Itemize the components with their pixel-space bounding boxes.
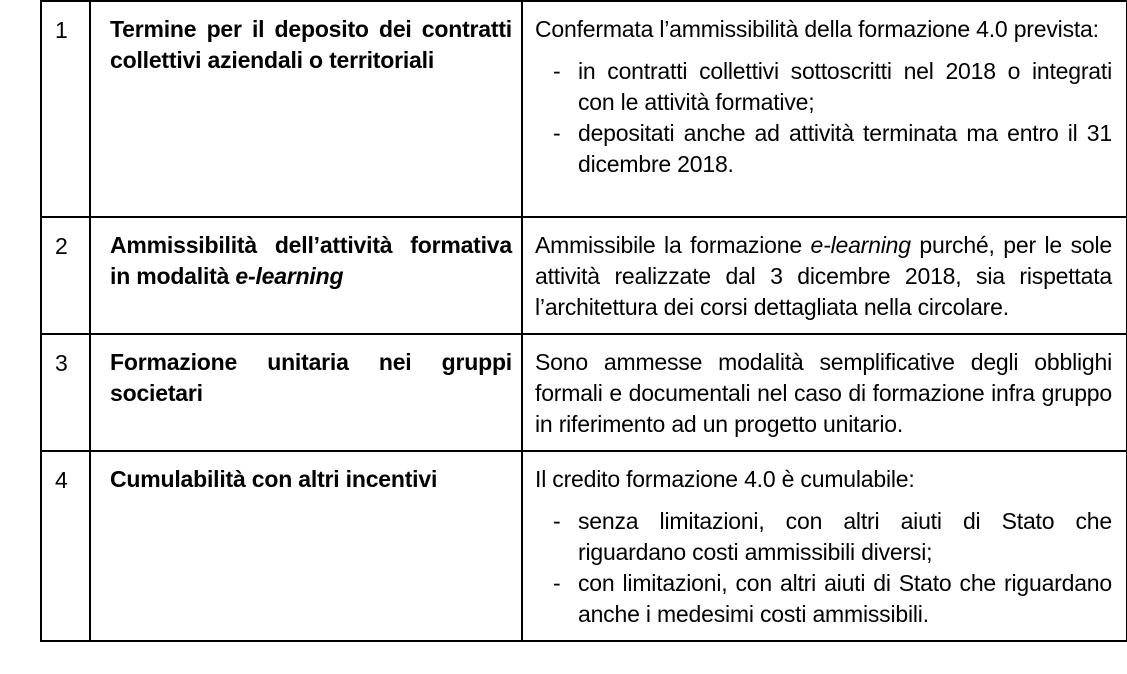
intro-regular-part: Ammissibile la formazione bbox=[535, 232, 811, 258]
description-intro: Confermata l’ammissibilità della formazione 4.0 prevista: bbox=[535, 16, 1099, 42]
row-number: 2 bbox=[41, 217, 90, 334]
row-title bbox=[90, 334, 522, 451]
row-number: 4 bbox=[41, 451, 90, 641]
row-number: 1 bbox=[41, 1, 90, 217]
row-description bbox=[522, 1, 1127, 217]
bullet-marker: - bbox=[553, 570, 561, 596]
notes-table bbox=[40, 0, 1127, 642]
bullet-marker: - bbox=[553, 508, 561, 534]
bullet-item bbox=[553, 506, 1112, 568]
table-row bbox=[41, 451, 1127, 641]
bullet-item bbox=[553, 56, 1112, 118]
row-title-text: Termine per il deposito dei contratti collettivi aziendali o territoriali bbox=[110, 16, 512, 73]
table-row bbox=[41, 334, 1127, 451]
title-italic-part: e-learning bbox=[235, 263, 344, 289]
intro-regular-part: purché, per le sole attività realizzate dal 3 dicembre 2018, sia rispettata l’architettura dei corsi dettagliata nella circolare. bbox=[535, 232, 1112, 320]
row-title bbox=[90, 451, 522, 641]
row-description bbox=[522, 217, 1127, 334]
row-description bbox=[522, 334, 1127, 451]
row-title-text: Formazione unitaria nei gruppi societari bbox=[110, 349, 512, 406]
table-row bbox=[41, 1, 1127, 217]
bullet-text: depositati anche ad attività terminata ma entro il 31 dicembre 2018. bbox=[578, 120, 1112, 177]
row-title-text: Cumulabilità con altri incentivi bbox=[110, 466, 438, 492]
row-title bbox=[90, 1, 522, 217]
bullet-marker: - bbox=[553, 58, 561, 84]
row-number: 3 bbox=[41, 334, 90, 451]
bullet-text: con limitazioni, con altri aiuti di Stato che riguardano anche i medesimi costi ammissibili. bbox=[578, 570, 1112, 627]
bullet-marker: - bbox=[553, 120, 561, 146]
bullet-list bbox=[553, 506, 1112, 630]
row-description bbox=[522, 451, 1127, 641]
table-row bbox=[41, 217, 1127, 334]
intro-italic-part: e-learning bbox=[810, 232, 911, 258]
row-title bbox=[90, 217, 522, 334]
bullet-item bbox=[553, 568, 1112, 630]
bullet-text: in contratti collettivi sottoscritti nel 2018 o integrati con le attività formative; bbox=[578, 58, 1112, 115]
description-intro bbox=[535, 230, 1112, 323]
description-intro: Sono ammesse modalità semplificative degli obblighi formali e documentali nel caso di formazione infra gruppo in riferimento ad un progetto unitario. bbox=[535, 349, 1112, 437]
bullet-text: senza limitazioni, con altri aiuti di Stato che riguardano costi ammissibili diversi; bbox=[578, 508, 1112, 565]
bullet-item bbox=[553, 118, 1112, 180]
bullet-list bbox=[553, 56, 1112, 180]
title-regular-part: Ammissibilità dell’attività formativa in modalità bbox=[110, 232, 512, 289]
description-intro: Il credito formazione 4.0 è cumulabile: bbox=[535, 466, 915, 492]
row-title-text bbox=[110, 230, 512, 292]
